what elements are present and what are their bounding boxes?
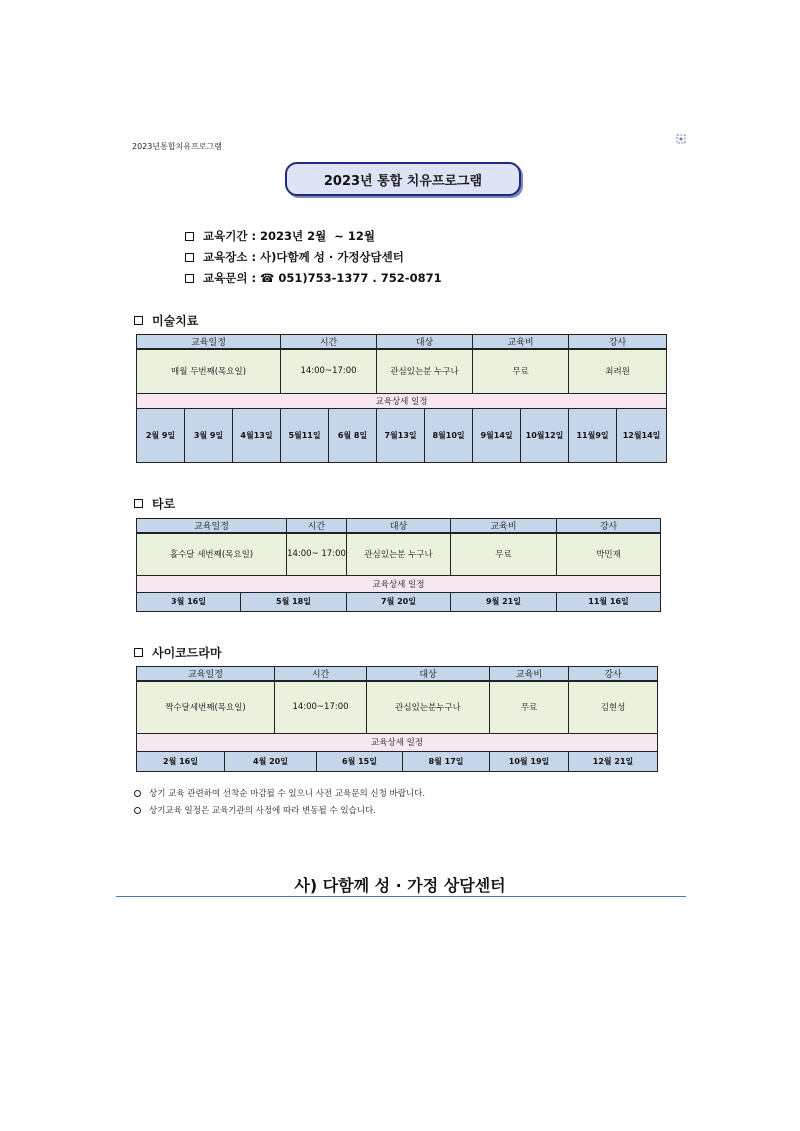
footer-divider [116, 896, 686, 897]
date-cell: 5월11일 [281, 408, 329, 462]
instructor-cell: 박민재 [557, 533, 661, 575]
date-cell: 7월13일 [377, 408, 425, 462]
header-cell: 대상 [377, 335, 473, 350]
target-cell: 관심있는분 누구나 [347, 533, 451, 575]
fee-cell: 무료 [473, 349, 569, 393]
note-1 [134, 787, 425, 799]
header-label: 2023년통합치유프로그램 [132, 142, 222, 151]
target-cell: 관심있는분 누구나 [377, 349, 473, 393]
schedule-cell: 홀수달 세번째(목요일) [137, 533, 287, 575]
section-title-tarot [134, 495, 175, 512]
info-separator: : [247, 250, 261, 264]
checkbox-icon [134, 316, 143, 325]
checkbox-icon [185, 253, 194, 262]
section-title-text: 미술치료 [152, 314, 199, 328]
expand-icon[interactable] [676, 134, 686, 144]
info-value: 2023년 2월 ~ 12월 [260, 229, 376, 243]
date-cell: 7월 20일 [347, 592, 451, 611]
footer-org-name: 사) 다함께 성 · 가정 상담센터 [294, 876, 506, 895]
note-2 [134, 804, 376, 816]
tarot-table [136, 518, 661, 612]
header-cell: 시간 [275, 667, 367, 682]
schedule-cell: 짝수달세번째(목요일) [137, 681, 275, 733]
info-label: 교육기간 [203, 229, 248, 243]
note-text: 상기 교육 관련하여 선착순 마감될 수 있으니 사전 교육문의 신청 바랍니다. [149, 789, 426, 799]
date-cell: 2월 16일 [137, 751, 225, 771]
section-title-text: 사이코드라마 [152, 646, 222, 660]
info-value: ☎ 051)753-1377 . 752-0871 [260, 271, 442, 285]
date-cell: 8월 17일 [403, 751, 490, 771]
info-separator: : [247, 271, 261, 285]
instructor-cell: 김현성 [569, 681, 658, 733]
fee-cell: 무료 [490, 681, 569, 733]
header-cell: 교육일정 [137, 667, 275, 682]
circle-bullet-icon [134, 807, 141, 814]
date-cell: 12월14일 [617, 408, 667, 462]
time-cell: 14:00~ 17:00 [287, 533, 347, 575]
psychodrama-table [136, 666, 658, 772]
date-cell: 9월14일 [473, 408, 521, 462]
header-cell: 시간 [287, 519, 347, 534]
time-cell: 14:00~17:00 [275, 681, 367, 733]
info-label: 교육문의 [203, 271, 248, 285]
date-cell: 6월 8일 [329, 408, 377, 462]
section-title-art [134, 312, 198, 329]
info-period [185, 228, 375, 244]
date-cell: 10월 19일 [490, 751, 569, 771]
detail-schedule-label: 교육상세 일정 [137, 393, 667, 408]
checkbox-icon [185, 274, 194, 283]
date-cell: 4월 20일 [225, 751, 317, 771]
info-location [185, 249, 404, 265]
checkbox-icon [134, 648, 143, 657]
date-cell: 10월12일 [521, 408, 569, 462]
header-cell: 교육일정 [137, 335, 281, 350]
date-cell: 12월 21일 [569, 751, 658, 771]
header-cell: 시간 [281, 335, 377, 350]
header-cell: 강사 [557, 519, 661, 534]
date-cell: 4월13일 [233, 408, 281, 462]
header-cell: 강사 [569, 667, 658, 682]
date-cell: 5월 18일 [241, 592, 347, 611]
date-cell: 3월 9일 [185, 408, 233, 462]
section-title-psychodrama [134, 644, 222, 661]
date-cell: 9월 21일 [451, 592, 557, 611]
header-cell: 교육일정 [137, 519, 287, 534]
detail-schedule-label: 교육상세 일정 [137, 733, 658, 751]
checkbox-icon [185, 232, 194, 241]
date-cell: 11월 16일 [557, 592, 661, 611]
header-cell: 대상 [367, 667, 490, 682]
header-cell: 대상 [347, 519, 451, 534]
header-cell: 교육비 [451, 519, 557, 534]
date-cell: 11월9일 [569, 408, 617, 462]
section-title-text: 타로 [152, 497, 176, 511]
target-cell: 관심있는분누구나 [367, 681, 490, 733]
info-contact [185, 270, 442, 286]
schedule-cell: 매월 두번째(목요일) [137, 349, 281, 393]
date-cell: 2월 9일 [137, 408, 185, 462]
note-text: 상기교육 일정은 교육기관의 사정에 따라 변동될 수 있습니다. [149, 806, 376, 816]
date-cell: 6월 15일 [317, 751, 403, 771]
header-cell: 교육비 [490, 667, 569, 682]
date-cell: 3월 16일 [137, 592, 241, 611]
checkbox-icon [134, 499, 143, 508]
detail-schedule-label: 교육상세 일정 [137, 575, 661, 592]
time-cell: 14:00~17:00 [281, 349, 377, 393]
info-value: 사)다함께 성 · 가정상담센터 [260, 250, 404, 264]
art-therapy-table [136, 334, 667, 463]
info-separator: : [247, 229, 261, 243]
fee-cell: 무료 [451, 533, 557, 575]
instructor-cell: 최려원 [569, 349, 667, 393]
circle-bullet-icon [134, 790, 141, 797]
date-cell: 8월10일 [425, 408, 473, 462]
header-cell: 교육비 [473, 335, 569, 350]
info-label: 교육장소 [203, 250, 248, 264]
header-cell: 강사 [569, 335, 667, 350]
program-title: 2023년 통합 치유프로그램 [285, 162, 521, 196]
